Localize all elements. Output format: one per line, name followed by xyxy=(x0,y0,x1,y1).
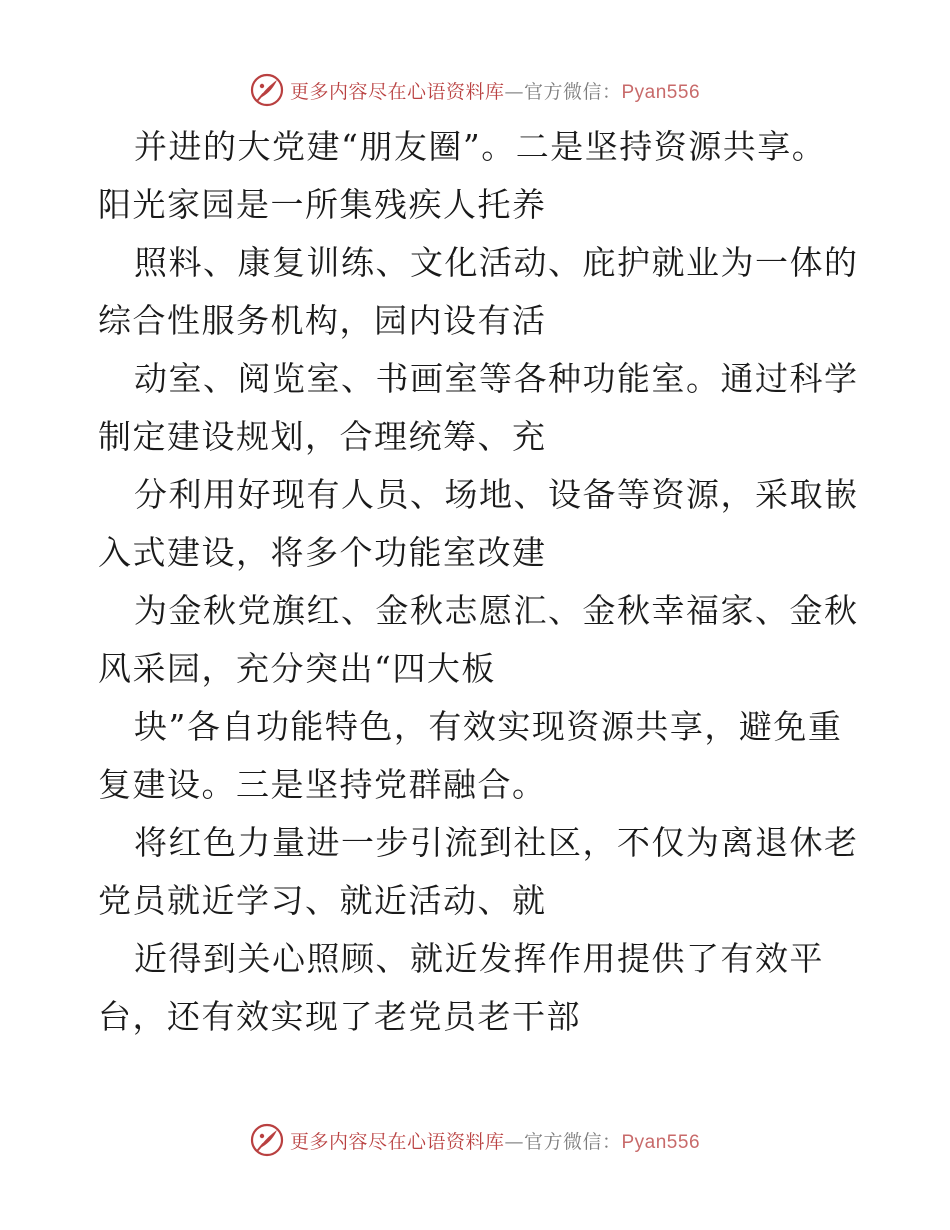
text-line: 将红色力量进一步引流到社区，不仅为离退休老 xyxy=(134,823,859,862)
text-line: 台，还有效实现了老党员老干部 xyxy=(98,997,581,1036)
footer-watermark xyxy=(0,1118,950,1162)
text-line: 近得到关心照顾、就近发挥作用提供了有效平 xyxy=(134,939,824,978)
text-line: 阳光家园是一所集残疾人托养 xyxy=(98,185,547,224)
watermark-group xyxy=(250,73,700,107)
header-watermark xyxy=(0,68,950,112)
watermark-brand: 更多内容尽在心语资料库 xyxy=(289,1130,505,1153)
watermark-label: 官方微信： xyxy=(523,1130,622,1153)
text-line: 分利用好现有人员、场地、设备等资源，采取嵌 xyxy=(134,475,859,514)
watermark-dash: — xyxy=(504,80,524,103)
text-line: 复建设。三是坚持党群融合。 xyxy=(98,765,547,804)
watermark-dash: — xyxy=(504,1130,524,1153)
text-line: 风采园，充分突出“四大板 xyxy=(98,649,496,688)
text-line: 制定建设规划，合理统筹、充 xyxy=(98,417,547,456)
text-line: 并进的大党建“朋友圈”。二是坚持资源共享。 xyxy=(134,127,827,166)
text-line: 动室、阅览室、书画室等各种功能室。通过科学 xyxy=(134,359,859,398)
text-line: 块”各自功能特色，有效实现资源共享，避免重 xyxy=(134,707,843,746)
quill-logo-icon xyxy=(250,1123,284,1157)
watermark-brand: 更多内容尽在心语资料库 xyxy=(289,80,505,103)
text-line: 综合性服务机构，园内设有活 xyxy=(98,301,547,340)
text-line: 为金秋党旗红、金秋志愿汇、金秋幸福家、金秋 xyxy=(134,591,859,630)
text-line: 入式建设，将多个功能室改建 xyxy=(98,533,547,572)
text-line: 党员就近学习、就近活动、就 xyxy=(98,881,547,920)
text-line: 照料、康复训练、文化活动、庇护就业为一体的 xyxy=(134,243,859,282)
document-body xyxy=(98,118,858,1046)
watermark-text xyxy=(290,77,700,104)
quill-logo-icon xyxy=(250,73,284,107)
watermark-id: Pyan556 xyxy=(621,1131,701,1153)
watermark-label: 官方微信： xyxy=(523,80,622,103)
watermark-group xyxy=(250,1123,700,1157)
watermark-id: Pyan556 xyxy=(621,81,701,103)
watermark-text xyxy=(290,1127,700,1154)
